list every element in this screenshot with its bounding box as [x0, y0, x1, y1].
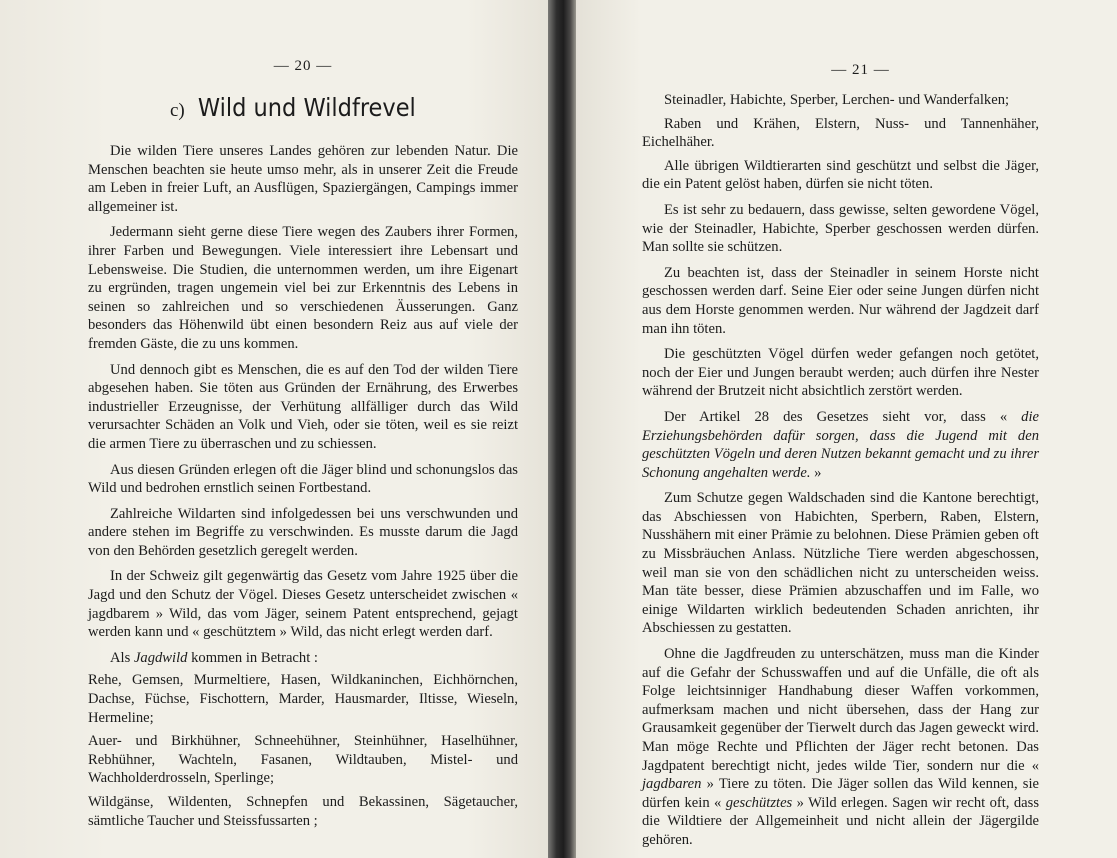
game-list-item: Auer- und Birkhühner, Schneehühner, Steinhühner, Haselhühner, Rebhühner, Wachteln, Fasanen, Wildtauben, Mistel- und Wachholderdrosseln, Sperlinge;: [88, 733, 518, 787]
paragraph: Es ist sehr zu bedauern, dass gewisse, selten gewordene Vögel, wie der Steinadler, Habichte, Sperber geschossen werden dürfen. Man sollte sie schützen.: [642, 201, 1039, 256]
game-list-item: Rehe, Gemsen, Murmeltiere, Hasen, Wildkaninchen, Eichhörnchen, Dachse, Füchse, Fischottern, Marder, Hausmarder, Iltisse, Wieseln, Hermeline;: [88, 672, 518, 726]
game-list-item: Wildgänse, Wildenten, Schnepfen und Bekassinen, Sägetaucher, sämtliche Taucher und Steissfussarten ;: [88, 794, 518, 829]
game-list-item: Steinadler, Habichte, Sperber, Lerchen- und Wanderfalken;: [664, 92, 1010, 108]
jagdwild-term: Jagdwild: [133, 649, 188, 666]
page-number-right: — 21 —: [831, 62, 890, 78]
section-title: Wild und Wildfrevel: [197, 93, 416, 122]
final-paragraph: Ohne die Jagdfreuden zu unterschätzen, muss man die Kinder auf die Gefahr der Schusswaffen und auf die Unfälle, die oft als Folge leichtsinniger Handhabung dieser Waffen vorkommen, aufmerksam machen und nicht übersehen, dass der Hang zur Grausamkeit gegenüber der Tierwelt durch das Jagen geweckt wird. Man möge Rechte und Pflichten der Jäger recht betonen. Das Jagdpatent berechtigt nicht, jedes wilde Tier, sondern nur die « jagdbaren » Tiere zu töten. Die Jäger sollen das Wild kennen, sie dürfen kein « geschütztes » Wild erlegen. Sagen wir recht oft, dass die Wildtiere der Allgemeinheit und nicht allein der Jägergilde gehören.: [642, 646, 1040, 848]
page-number-left: — 20 —: [273, 58, 333, 74]
article-28-quote: die Erziehungsbehörden dafür sorgen, dass die Jugend mit den geschützten Vögeln und deren Nutzen bekannt gemacht und zu ihrer Schonung angehalten werde.: [642, 408, 1040, 481]
jagdwild-intro: Als Jagdwild kommen in Betracht :: [110, 649, 318, 666]
paragraph: In der Schweiz gilt gegenwärtig das Gesetz vom Jahre 1925 über die Jagd und den Schutz der Vögel. Dieses Gesetz unterscheidet zwischen « jagdbarem » Wild, das vom Jäger, seinem Patent entsprechend, gejagt werden kann und « geschütztem » Wild, das nicht erlegt werden darf.: [88, 568, 518, 641]
paragraph: Aus diesen Gründen erlegen oft die Jäger blind und schonungslos das Wild und bedrohen ernstlich seinen Fortbestand.: [88, 461, 518, 497]
paragraph: Zu beachten ist, dass der Steinadler in seinem Horste nicht geschossen werden darf. Seine Eier oder seine Jungen dürfen nicht aus dem Horste genommen werden. Nur während der Jagdzeit darf man ihn töten.: [642, 264, 1039, 337]
left-page: [0, 0, 548, 858]
paragraph: Die geschützten Vögel dürfen weder gefangen noch getötet, noch der Eier und Jungen beraubt werden; auch dürfen ihre Nester während der Brutzeit nicht absichtlich zerstört werden.: [642, 346, 1039, 400]
paragraph: Zahlreiche Wildarten sind infolgedessen bei uns verschwunden und andere stehen im Begriffe zu verschwinden. Es musste darum die Jagd von den Behörden gesetzlich geregelt werden.: [88, 505, 518, 559]
paragraph: Und dennoch gibt es Menschen, die es auf den Tod der wilden Tiere abgesehen haben. Sie töten aus Gründen der Ernährung, des Erwerbes industrieller Erzeugnisse, der Verhütung allfälliger durch das Wild verursachter Schäden an Volk und Vieh, oder sie töten, weil es sie reizt die armen Tiere zu überraschen und zu schiessen.: [88, 361, 518, 452]
paragraph: Die wilden Tiere unseres Landes gehören zur lebenden Natur. Die Menschen beachten sie heute umso mehr, als in unserer Zeit die Freude am Leben in freier Luft, an Ausflügen, Spaziergängen, Campings immer allgemeiner ist.: [88, 143, 518, 215]
game-list-item: Raben und Krähen, Elstern, Nuss- und Tannenhäher, Eichelhäher.: [642, 115, 1039, 151]
section-letter: c): [170, 100, 185, 121]
paragraph: Alle übrigen Wildtierarten sind geschützt und selbst die Jäger, die ein Patent gelöst haben, dürfen sie nicht töten.: [642, 157, 1039, 193]
right-page: [576, 0, 1117, 858]
section-heading: [170, 93, 518, 122]
paragraph: Zum Schutze gegen Waldschaden sind die Kantone berechtigt, das Abschiessen von Habichten, Sperbern, Raben, Elstern, Nusshähern mit einer Prämie zu belohnen. Diese Prämien geben oft zu Missbräuchen Anlass. Nützliche Tiere werden abgeschossen, weil man sie von den schädlichen nicht zu unterscheiden weiss. Man täte besser, diese Prämien abzuschaffen und im Falle, wo einige Wildarten wirklich bedeutenden Schaden anrichten, ihr Abschiessen zu gestatten.: [642, 490, 1039, 637]
article-28-paragraph: Der Artikel 28 des Gesetzes sieht vor, dass « die Erziehungsbehörden dafür sorgen, dass die Jugend mit den geschützten Vögeln und deren Nutzen bekannt gemacht und zu ihrer Schonung angehalten werde. »: [642, 408, 1040, 481]
paragraph: Jedermann sieht gerne diese Tiere wegen des Zaubers ihrer Formen, ihrer Farben und Bewegungen. Viele interessiert ihre Lebensart und Lebensweise. Die Studien, die unternommen werden, um ihre Eigenart zu ergründen, tragen ungemein viel bei zur Erkenntnis des Lebens in seinen so zahlreichen und so verschiedenen Äusserungen. Ganz besonders das Höhenwild übt einen besondern Reiz aus auf viele der fremden Gäste, die zu uns kommen.: [88, 224, 518, 352]
book-gutter: [548, 0, 576, 858]
